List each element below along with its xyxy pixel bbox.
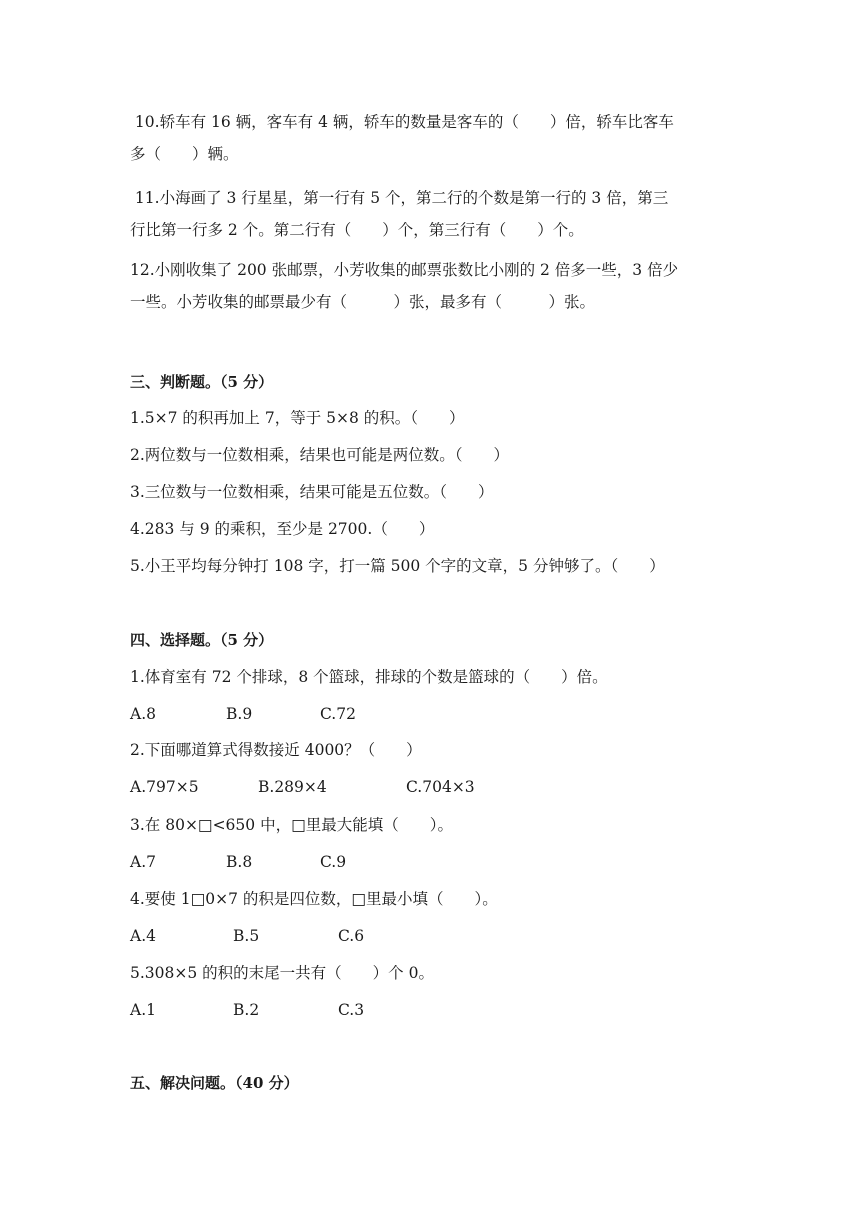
judgment-item-4: 4.283 与 9 的乘积，至少是 2700.（ ） [130,520,435,538]
fill-question-10 [130,106,730,170]
choice-question-3: 3.在 80×□<650 中，□里最大能填（ ）。 [130,816,453,834]
option-c: C.9 [320,853,347,871]
option-a: A.797×5 [130,778,199,796]
judgment-item-2: 2.两位数与一位数相乘，结果也可能是两位数。（ ） [130,446,510,464]
choice-question-5: 5.308×5 的积的末尾一共有（ ）个 0。 [130,964,434,982]
fill-question-12 [130,254,730,318]
choice-question-1: 1.体育室有 72 个排球，8 个篮球，排球的个数是篮球的（ ）倍。 [130,668,608,686]
option-b: B.289×4 [258,778,327,796]
section-heading-problems: 五、解决问题。（40 分） [130,1074,299,1092]
choice-question-4: 4.要使 1□0×7 的积是四位数，□里最小填（ ）。 [130,890,498,908]
option-b: B.2 [233,1001,260,1019]
option-c: C.3 [338,1001,365,1019]
question-line: 多（ ）辆。 [130,145,239,163]
section-heading-choice: 四、选择题。（5 分） [130,631,274,649]
section-heading-judgment: 三、判断题。（5 分） [130,373,274,391]
option-a: A.4 [130,927,156,945]
option-b: B.5 [233,927,260,945]
judgment-item-5: 5.小王平均每分钟打 108 字，打一篇 500 个字的文章，5 分钟够了。（ ） [130,557,665,575]
question-line: 12.小刚收集了 200 张邮票，小芳收集的邮票张数比小刚的 2 倍多一些，3 倍少 [130,261,679,279]
option-c: C.6 [338,927,365,945]
judgment-item-1: 1.5×7 的积再加上 7，等于 5×8 的积。（ ） [130,409,465,427]
option-c: C.704×3 [406,778,475,796]
question-line: 11.小海画了 3 行星星，第一行有 5 个，第二行的个数是第一行的 3 倍，第三 [130,189,669,207]
question-line: 行比第一行多 2 个。第二行有（ ）个，第三行有（ ）个。 [130,221,584,239]
option-a: A.8 [130,705,156,723]
fill-question-11 [130,182,730,246]
option-a: A.7 [130,853,156,871]
question-line: 一些。小芳收集的邮票最少有（ ）张，最多有（ ）张。 [130,293,596,311]
option-b: B.9 [226,705,253,723]
judgment-item-3: 3.三位数与一位数相乘，结果可能是五位数。（ ） [130,483,494,501]
option-a: A.1 [130,1001,156,1019]
option-b: B.8 [226,853,253,871]
choice-question-2: 2.下面哪道算式得数接近 4000？（ ） [130,741,422,759]
option-c: C.72 [320,705,356,723]
question-line: 10.轿车有 16 辆，客车有 4 辆，轿车的数量是客车的（ ）倍，轿车比客车 [130,113,674,131]
